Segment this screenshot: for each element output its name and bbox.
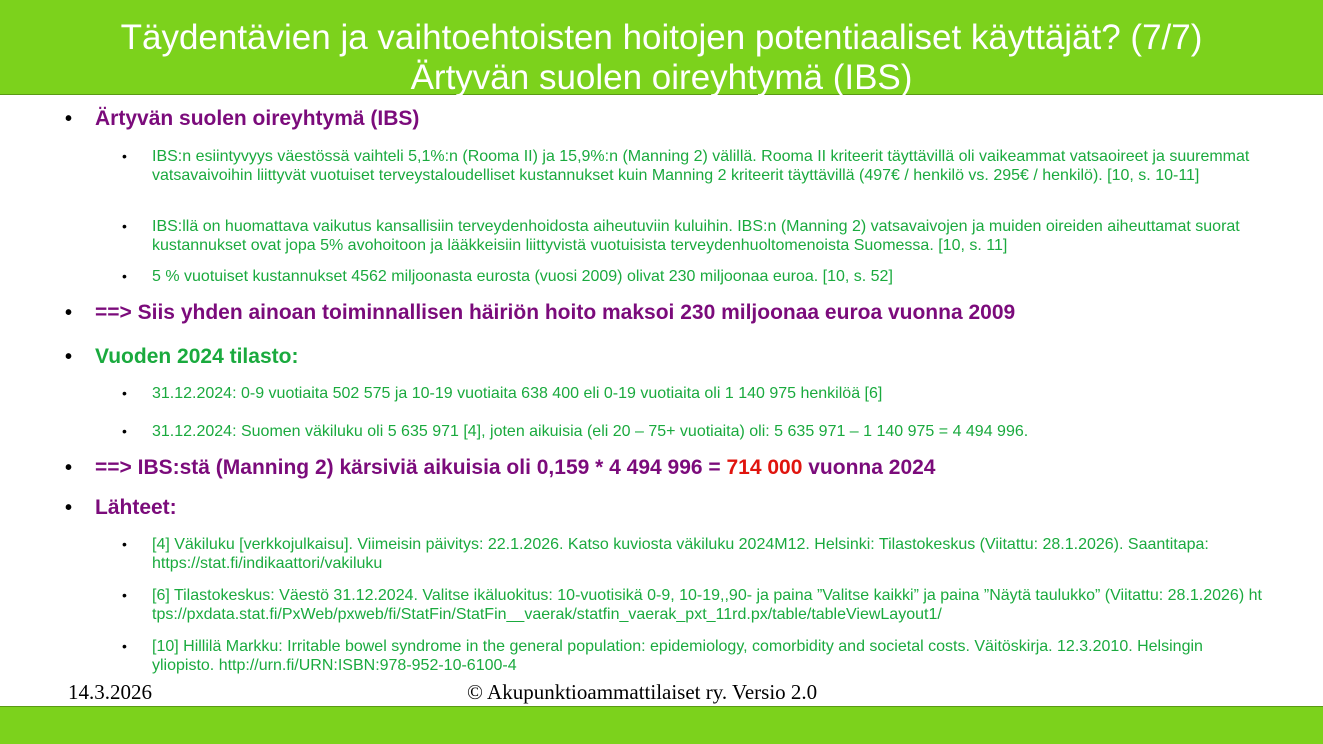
source-item-4 <box>122 535 1262 573</box>
bullet-dot: • <box>65 346 73 368</box>
slide-title-line1: Täydentävien ja vaihtoehtoisten hoitojen potentiaaliset käyttäjät? (7/7) <box>120 18 1203 57</box>
stats-item-1 <box>122 384 1262 403</box>
conclusion-2024-highlight: 714 000 <box>726 456 803 479</box>
ibs-item-3 <box>122 267 1262 286</box>
bullet-dot: • <box>122 587 127 603</box>
stats-item-1-text: 31.12.2024: 0-9 vuotiaita 502 575 ja 10-19 vuotiaita 638 400 eli 0-19 vuotiaita oli 1 140 975 henkilöä [6] <box>152 385 883 402</box>
stats-item-2 <box>122 422 1262 441</box>
bullet-dot: • <box>122 218 127 234</box>
slide-title-line2: Ärtyvän suolen oireyhtymä (IBS) <box>410 58 913 97</box>
footer-copyright: © Akupunktioammattilaiset ry. Versio 2.0 <box>467 680 818 704</box>
bullet-dot: • <box>122 423 127 439</box>
stats-item-2-text: 31.12.2024: Suomen väkiluku oli 5 635 971 [4], joten aikuisia (eli 20 – 75+ vuotiaita) oli: 5 635 971 – 1 140 975 = 4 494 996. <box>152 423 1029 440</box>
source-item-6-text: [6] Tilastokeskus: Väestö 31.12.2024. Valitse ikäluokitus: 10-vuotisikä 0-9, 10-19,,90- ja paina ”Valitse kaikki” ja paina ”Näytä taulukko” (Viitattu: 28.1.2026) https://pxdata.stat.fi/PxWeb/pxweb/fi/StatFin/StatFin__vaerak/statfin_vaerak_pxt_11rd.px/table/tableViewLayout1/ <box>152 587 1262 623</box>
footer-date: 14.3.2026 <box>68 680 152 704</box>
ibs-heading-text: Ärtyvän suolen oireyhtymä (IBS) <box>95 107 420 130</box>
bullet-dot: • <box>65 302 73 324</box>
bullet-dot: • <box>122 268 127 284</box>
bullet-conclusion-2009 <box>65 300 1016 326</box>
bullet-dot: • <box>122 536 127 552</box>
source-item-10-text: [10] Hillilä Markku: Irritable bowel syndrome in the general population: epidemiology, comorbidity and societal costs. Väitöskirja. 12.3.2010. Helsingin yliopisto. http://urn.fi/URN:ISBN:978-952-10-6100-4 <box>152 638 1203 674</box>
bullet-dot: • <box>122 638 127 654</box>
bullet-stats-heading <box>65 344 299 370</box>
ibs-item-1 <box>122 147 1262 185</box>
bullet-sources-heading <box>65 495 177 521</box>
bullet-ibs-heading <box>65 106 420 132</box>
ibs-item-1-text: IBS:n esiintyvyys väestössä vaihteli 5,1%:n (Rooma II) ja 15,9%:n (Manning 2) välillä. Rooma II kriteerit täyttävillä oli vaikeammat vatsaoireet ja suuremmat vatsavaivoihin liittyvät vuotuiset terveystaloudelliset kustannukset kuin Manning 2 kriteerit täyttävillä (497€ / henkilö vs. 295€ / henkilö). [10, s. 10-11] <box>152 148 1250 184</box>
bullet-dot: • <box>65 108 73 130</box>
conclusion-2024-suffix: vuonna 2024 <box>802 456 936 479</box>
source-item-10 <box>122 637 1262 675</box>
bullet-dot: • <box>65 457 73 479</box>
stats-heading-text: Vuoden 2024 tilasto: <box>95 345 299 368</box>
source-item-4-text: [4] Väkiluku [verkkojulkaisu]. Viimeisin päivitys: 22.1.2026. Katso kuviosta väkiluku 2024M12. Helsinki: Tilastokeskus (Viitattu: 28.1.2026). Saantitapa: https://stat.fi/indikaattori/vakiluku <box>152 536 1209 572</box>
ibs-item-2 <box>122 217 1262 255</box>
sources-heading-text: Lähteet: <box>95 496 177 519</box>
source-item-6 <box>122 586 1262 624</box>
conclusion-2024-prefix: ==> IBS:stä (Manning 2) kärsiviä aikuisia oli 0,159 * 4 494 996 = <box>95 456 727 479</box>
footer-bar <box>0 706 1323 744</box>
bullet-dot: • <box>122 385 127 401</box>
bullet-dot: • <box>65 497 73 519</box>
bullet-conclusion-2024 <box>65 455 936 481</box>
bullet-dot: • <box>122 148 127 164</box>
title-bar <box>0 0 1323 95</box>
conclusion-2009-text: ==> Siis yhden ainoan toiminnallisen häiriön hoito maksoi 230 miljoonaa euroa vuonna 2009 <box>95 301 1016 324</box>
ibs-item-3-text: 5 % vuotuiset kustannukset 4562 miljoonasta eurosta (vuosi 2009) olivat 230 miljoonaa euroa. [10, s. 52] <box>152 268 893 285</box>
ibs-item-2-text: IBS:llä on huomattava vaikutus kansallisiin terveydenhoidosta aiheutuviin kuluihin. IBS:n (Manning 2) vatsavaivojen ja muiden oireiden aiheuttamat suorat kustannukset ovat jopa 5% avohoitoon ja lääkkeisiin liittyvistä vuotuisista terveydenhuoltomenoista Suomessa. [10, s. 11] <box>152 218 1240 254</box>
